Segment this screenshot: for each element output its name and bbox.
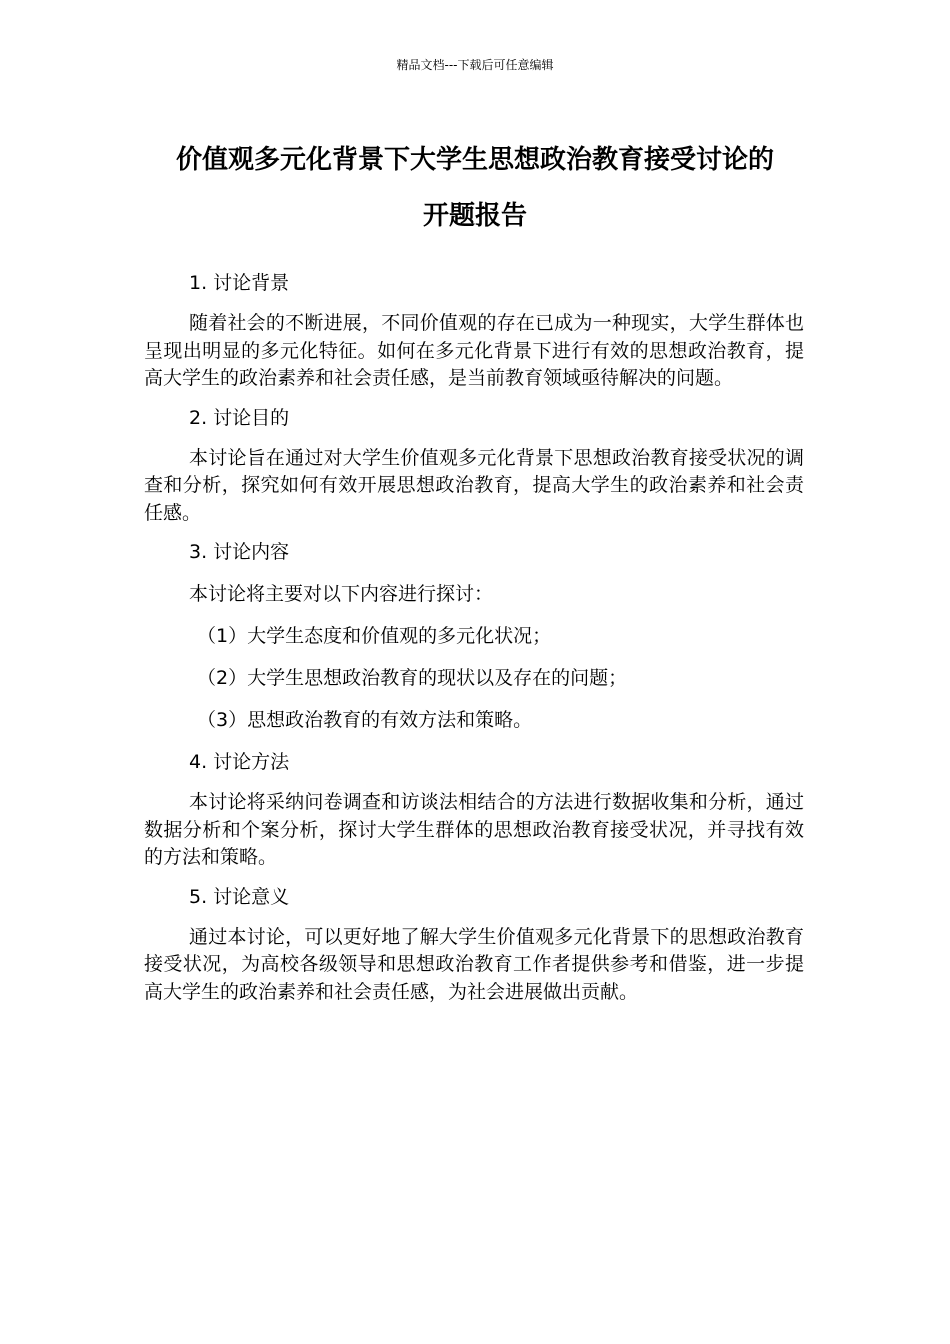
section-body-method: 本讨论将采纳问卷调查和访谈法相结合的方法进行数据收集和分析，通过数据分析和个案分析，探讨大学生群体的思想政治教育接受状况，并寻找有效的方法和策略。 (144, 791, 804, 868)
list-item: （2）大学生思想政治教育的现状以及存在的问题； (197, 667, 628, 689)
section-heading-method: 4. 讨论方法 (189, 751, 290, 773)
title-line-1: 价值观多元化背景下大学生思想政治教育接受讨论的 (175, 145, 774, 175)
section-body-significance: 通过本讨论，可以更好地了解大学生价值观多元化背景下的思想政治教育接受状况，为高校各级领导和思想政治教育工作者提供参考和借鉴，进一步提高大学生的政治素养和社会责任感，为社会进展做出贡献。 (144, 925, 804, 1003)
section-heading-significance: 5. 讨论意义 (189, 885, 290, 908)
list-item: （3）思想政治教育的有效方法和策略。 (197, 709, 533, 731)
list-item: （1）大学生态度和价值观的多元化状况； (197, 625, 552, 647)
section-heading-content: 3. 讨论内容 (189, 541, 290, 563)
document-body (144, 268, 804, 1016)
document-title (80, 132, 870, 244)
section-body-background: 随着社会的不断进展，不同价值观的存在已成为一种现实，大学生群体也呈现出明显的多元化特征。如何在多元化背景下进行有效的思想政治教育，提高大学生的政治素养和社会责任感，是当前教育领域亟待解决的问题。 (144, 312, 804, 389)
header-note: 精品文档---下载后可任意编辑 (396, 58, 554, 72)
section-heading-background: 1. 讨论背景 (189, 272, 290, 294)
section-heading-purpose: 2. 讨论目的 (189, 406, 290, 429)
title-line-2: 开题报告 (422, 201, 527, 231)
section-body-purpose: 本讨论旨在通过对大学生价值观多元化背景下思想政治教育接受状况的调查和分析，探究如何有效开展思想政治教育，提高大学生的政治素养和社会责任感。 (144, 446, 804, 524)
section-intro-content: 本讨论将主要对以下内容进行探讨： (189, 583, 494, 605)
